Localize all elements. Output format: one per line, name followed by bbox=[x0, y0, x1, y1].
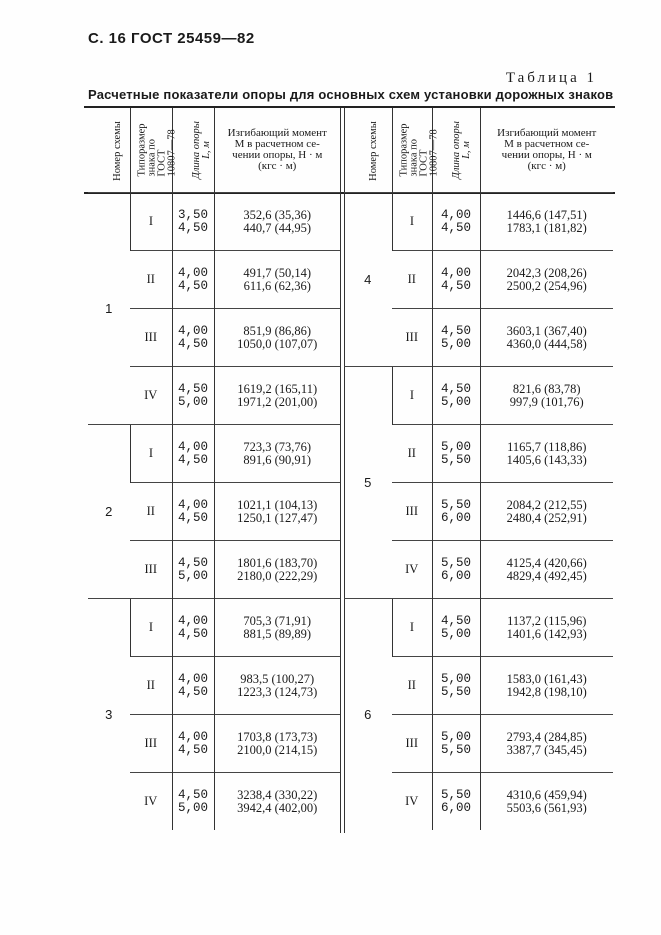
moment-value: 1165,7 (118,86) bbox=[507, 439, 587, 454]
support-length bbox=[432, 483, 480, 541]
header-type bbox=[130, 108, 178, 193]
moment-value: 821,6 (83,78) bbox=[512, 381, 581, 396]
length-value: 4,50 bbox=[440, 220, 471, 235]
support-length bbox=[432, 251, 480, 309]
header-moment-line: Изгибающий момент bbox=[227, 127, 327, 139]
scheme-number: 6 bbox=[344, 599, 392, 831]
length-value: 4,50 bbox=[440, 613, 471, 628]
support-length bbox=[432, 541, 480, 599]
header-type-line: ГОСТ bbox=[418, 149, 430, 177]
length-value: 5,50 bbox=[440, 497, 471, 512]
scheme-number: 1 bbox=[88, 193, 130, 425]
bending-moment bbox=[214, 773, 340, 831]
length-value: 4,00 bbox=[177, 497, 208, 512]
support-length bbox=[172, 193, 214, 251]
bending-moment bbox=[480, 657, 613, 715]
support-length bbox=[172, 541, 214, 599]
table-row bbox=[88, 599, 340, 657]
support-length bbox=[172, 483, 214, 541]
length-value: 4,50 bbox=[177, 278, 208, 293]
moment-value: 2180,0 (222,29) bbox=[237, 568, 318, 583]
scheme-number: 5 bbox=[344, 367, 392, 599]
page-header: С. 16 ГОСТ 25459—82 bbox=[88, 30, 255, 47]
bending-moment bbox=[214, 309, 340, 367]
bending-moment bbox=[214, 251, 340, 309]
support-length bbox=[432, 599, 480, 657]
moment-value: 352,6 (35,36) bbox=[243, 207, 312, 222]
table-label: Таблица 1 bbox=[505, 70, 597, 86]
table-row bbox=[344, 193, 613, 251]
header-type-text bbox=[137, 123, 177, 176]
header-scheme-text: Номер схемы bbox=[111, 120, 123, 181]
sign-type: I bbox=[130, 599, 172, 657]
sign-type: III bbox=[130, 715, 172, 773]
moment-value: 2084,2 (212,55) bbox=[506, 497, 587, 512]
bending-moment bbox=[480, 425, 613, 483]
length-value: 4,00 bbox=[177, 671, 208, 686]
header-length-line: L, м bbox=[460, 141, 472, 159]
length-value: 4,00 bbox=[177, 729, 208, 744]
moment-value: 3942,4 (402,00) bbox=[237, 800, 318, 815]
sign-type: II bbox=[392, 251, 432, 309]
moment-value: 3387,7 (345,45) bbox=[506, 742, 587, 757]
sign-type: III bbox=[130, 309, 172, 367]
length-value: 5,00 bbox=[440, 626, 471, 641]
sign-type: IV bbox=[130, 773, 172, 831]
length-value: 4,00 bbox=[440, 265, 471, 280]
header-moment-line: (кгс · м) bbox=[258, 160, 297, 172]
bending-moment bbox=[214, 657, 340, 715]
header-length-line: L, м bbox=[200, 141, 212, 159]
table-left-half bbox=[88, 108, 340, 830]
header-type-line: Типоразмер bbox=[398, 123, 410, 177]
scheme-number: 2 bbox=[88, 425, 130, 599]
length-value: 4,00 bbox=[177, 439, 208, 454]
sign-type: III bbox=[130, 541, 172, 599]
moment-value: 4829,4 (492,45) bbox=[506, 568, 587, 583]
length-value: 3,50 bbox=[177, 207, 208, 222]
sign-type: III bbox=[392, 483, 432, 541]
table-row bbox=[88, 193, 340, 251]
bending-moment bbox=[480, 193, 613, 251]
header-moment-line: чении опоры, Н · м bbox=[501, 149, 592, 161]
support-length bbox=[172, 367, 214, 425]
header-scheme bbox=[344, 108, 392, 193]
support-length bbox=[172, 773, 214, 831]
table-row bbox=[344, 367, 613, 425]
moment-value: 851,9 (86,86) bbox=[243, 323, 312, 338]
moment-value: 881,5 (89,89) bbox=[243, 626, 312, 641]
support-length bbox=[172, 309, 214, 367]
support-length bbox=[172, 425, 214, 483]
moment-value: 491,7 (50,14) bbox=[243, 265, 312, 280]
header-type-line: ГОСТ bbox=[156, 149, 168, 177]
moment-value: 891,6 (90,91) bbox=[243, 452, 312, 467]
header-moment-line: Изгибающий момент bbox=[497, 127, 597, 139]
length-value: 5,50 bbox=[440, 555, 471, 570]
support-length bbox=[432, 773, 480, 831]
bending-moment bbox=[214, 599, 340, 657]
length-value: 4,50 bbox=[440, 323, 471, 338]
moment-value: 4360,0 (444,58) bbox=[506, 336, 587, 351]
header-moment-line: М в расчетном се- bbox=[234, 138, 320, 150]
header-type-line: знака по bbox=[146, 139, 158, 177]
header-length-text bbox=[451, 121, 471, 179]
sign-type: II bbox=[392, 657, 432, 715]
sign-type: III bbox=[392, 309, 432, 367]
length-value: 5,00 bbox=[177, 568, 208, 583]
length-value: 4,50 bbox=[177, 452, 208, 467]
moment-value: 2500,2 (254,96) bbox=[506, 278, 587, 293]
moment-value: 1021,1 (104,13) bbox=[237, 497, 318, 512]
sign-type: I bbox=[392, 367, 432, 425]
moment-value: 1801,6 (183,70) bbox=[237, 555, 318, 570]
header-type-text bbox=[399, 123, 439, 176]
header-scheme-text: Номер схемы bbox=[367, 120, 379, 181]
bending-moment bbox=[480, 483, 613, 541]
support-length bbox=[432, 309, 480, 367]
moment-value: 1703,8 (173,73) bbox=[237, 729, 318, 744]
sign-type: IV bbox=[130, 367, 172, 425]
moment-value: 1250,1 (127,47) bbox=[237, 510, 318, 525]
moment-value: 1223,3 (124,73) bbox=[237, 684, 318, 699]
table-right-half bbox=[344, 108, 613, 830]
moment-value: 997,9 (101,76) bbox=[509, 394, 584, 409]
moment-value: 1971,2 (201,00) bbox=[237, 394, 318, 409]
length-value: 5,50 bbox=[440, 787, 471, 802]
sign-type: I bbox=[392, 193, 432, 251]
length-value: 4,50 bbox=[177, 510, 208, 525]
bending-moment bbox=[480, 541, 613, 599]
length-value: 5,00 bbox=[177, 800, 208, 815]
bending-moment bbox=[480, 599, 613, 657]
length-value: 4,50 bbox=[177, 381, 208, 396]
sign-type: IV bbox=[392, 773, 432, 831]
scheme-number: 4 bbox=[344, 193, 392, 367]
length-value: 4,50 bbox=[177, 742, 208, 757]
moment-value: 611,6 (62,36) bbox=[243, 278, 311, 293]
sign-type: I bbox=[130, 193, 172, 251]
moment-value: 1050,0 (107,07) bbox=[237, 336, 318, 351]
data-table bbox=[344, 108, 613, 830]
length-value: 5,00 bbox=[440, 336, 471, 351]
moment-value: 1446,6 (147,51) bbox=[506, 207, 587, 222]
length-value: 4,50 bbox=[177, 787, 208, 802]
length-value: 6,00 bbox=[440, 800, 471, 815]
bending-moment bbox=[480, 251, 613, 309]
header-type-line: 10807—78 bbox=[166, 129, 178, 177]
data-table bbox=[88, 108, 340, 830]
moment-value: 4125,4 (420,66) bbox=[506, 555, 587, 570]
length-value: 6,00 bbox=[440, 568, 471, 583]
length-value: 4,00 bbox=[177, 613, 208, 628]
header-moment bbox=[214, 108, 340, 193]
moment-value: 983,5 (100,27) bbox=[240, 671, 315, 686]
support-length bbox=[432, 715, 480, 773]
moment-value: 3603,1 (367,40) bbox=[506, 323, 587, 338]
support-length bbox=[432, 657, 480, 715]
moment-value: 1783,1 (181,82) bbox=[506, 220, 587, 235]
table-row bbox=[88, 425, 340, 483]
length-value: 4,50 bbox=[177, 220, 208, 235]
support-length bbox=[172, 657, 214, 715]
header-moment-line: М в расчетном се- bbox=[504, 138, 590, 150]
header-type-line: 10807—78 bbox=[428, 129, 440, 177]
header-length-text bbox=[191, 121, 211, 179]
header-length bbox=[172, 108, 214, 193]
moment-value: 3238,4 (330,22) bbox=[237, 787, 318, 802]
sign-type: II bbox=[130, 483, 172, 541]
support-length bbox=[432, 425, 480, 483]
header-moment-line: (кгс · м) bbox=[527, 160, 566, 172]
moment-value: 1405,6 (143,33) bbox=[506, 452, 587, 467]
length-value: 5,00 bbox=[440, 729, 471, 744]
bending-moment bbox=[480, 715, 613, 773]
moment-value: 2042,3 (208,26) bbox=[506, 265, 587, 280]
moment-value: 705,3 (71,91) bbox=[243, 613, 312, 628]
moment-value: 1137,2 (115,96) bbox=[507, 613, 587, 628]
length-value: 5,00 bbox=[177, 394, 208, 409]
length-value: 4,00 bbox=[177, 265, 208, 280]
header-moment bbox=[480, 108, 613, 193]
bending-moment bbox=[214, 541, 340, 599]
sign-type: II bbox=[392, 425, 432, 483]
moment-value: 5503,6 (561,93) bbox=[506, 800, 587, 815]
table-row bbox=[344, 599, 613, 657]
length-value: 4,50 bbox=[177, 336, 208, 351]
bending-moment bbox=[214, 715, 340, 773]
moment-value: 1583,0 (161,43) bbox=[506, 671, 587, 686]
moment-value: 1401,6 (142,93) bbox=[506, 626, 587, 641]
support-length bbox=[172, 715, 214, 773]
length-value: 5,50 bbox=[440, 684, 471, 699]
length-value: 4,50 bbox=[177, 626, 208, 641]
sign-type: III bbox=[392, 715, 432, 773]
support-length bbox=[172, 251, 214, 309]
length-value: 4,50 bbox=[177, 555, 208, 570]
moment-value: 1619,2 (165,11) bbox=[237, 381, 318, 396]
sign-type: II bbox=[130, 251, 172, 309]
length-value: 5,00 bbox=[440, 394, 471, 409]
bending-moment bbox=[480, 309, 613, 367]
moment-value: 4310,6 (459,94) bbox=[506, 787, 587, 802]
bending-moment bbox=[214, 425, 340, 483]
bending-moment bbox=[214, 483, 340, 541]
bending-moment bbox=[480, 367, 613, 425]
length-value: 4,00 bbox=[177, 323, 208, 338]
support-length bbox=[432, 193, 480, 251]
header-moment-line: чении опоры, Н · м bbox=[232, 149, 323, 161]
sign-type: I bbox=[392, 599, 432, 657]
header-length-line: Длина опоры bbox=[190, 121, 202, 179]
support-length bbox=[432, 367, 480, 425]
length-value: 4,50 bbox=[440, 381, 471, 396]
length-value: 4,00 bbox=[440, 207, 471, 222]
bending-moment bbox=[480, 773, 613, 831]
moment-value: 2793,4 (284,85) bbox=[506, 729, 587, 744]
sign-type: IV bbox=[392, 541, 432, 599]
header-scheme bbox=[88, 108, 130, 193]
moment-value: 723,3 (73,76) bbox=[243, 439, 312, 454]
header-type-line: знака по bbox=[408, 139, 420, 177]
length-value: 4,50 bbox=[440, 278, 471, 293]
scheme-number: 3 bbox=[88, 599, 130, 831]
length-value: 4,50 bbox=[177, 684, 208, 699]
support-length bbox=[172, 599, 214, 657]
moment-value: 440,7 (44,95) bbox=[243, 220, 312, 235]
table-caption: Расчетные показатели опоры для основных схем установки дорожных знаков bbox=[88, 87, 614, 102]
length-value: 5,00 bbox=[440, 439, 471, 454]
header-type-line: Типоразмер bbox=[136, 123, 148, 177]
sign-type: I bbox=[130, 425, 172, 483]
bending-moment bbox=[214, 367, 340, 425]
bending-moment bbox=[214, 193, 340, 251]
header-length-line: Длина опоры bbox=[450, 121, 462, 179]
header-type bbox=[392, 108, 440, 193]
sign-type: II bbox=[130, 657, 172, 715]
length-value: 5,50 bbox=[440, 452, 471, 467]
length-value: 5,50 bbox=[440, 742, 471, 757]
moment-value: 1942,8 (198,10) bbox=[506, 684, 587, 699]
moment-value: 2100,0 (214,15) bbox=[237, 742, 318, 757]
length-value: 5,00 bbox=[440, 671, 471, 686]
length-value: 6,00 bbox=[440, 510, 471, 525]
moment-value: 2480,4 (252,91) bbox=[506, 510, 587, 525]
